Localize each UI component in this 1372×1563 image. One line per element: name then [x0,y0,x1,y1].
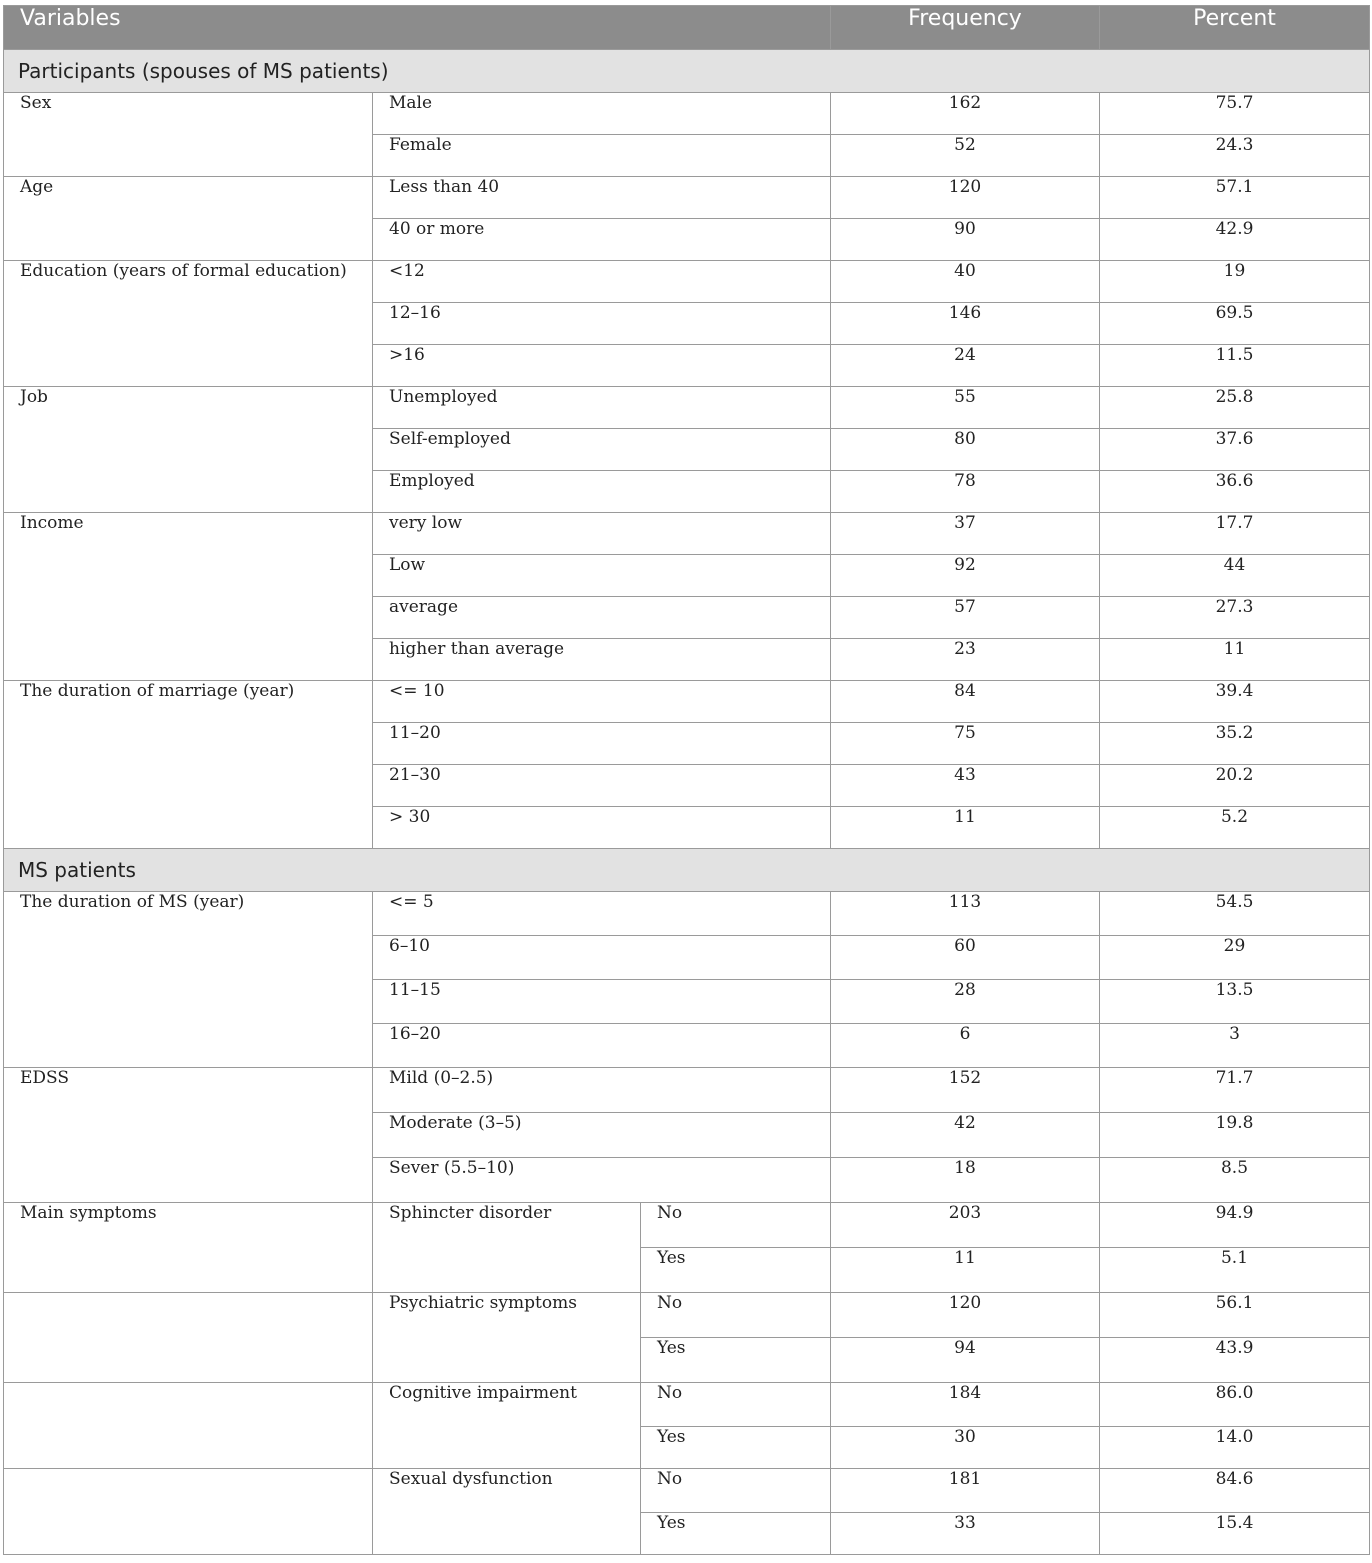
level-cell: Employed [373,471,831,513]
header-row [4,6,1370,50]
percent-cell: 56.1 [1100,1293,1370,1338]
level-cell: Self-employed [373,429,831,471]
frequency-cell: 40 [831,261,1100,303]
percent-cell: 17.7 [1100,513,1370,555]
frequency-cell: 6 [831,1024,1100,1068]
table-row [4,892,1370,936]
variable-cell: EDSS [4,1068,373,1203]
percent-cell: 75.7 [1100,93,1370,135]
variable-cell: Job [4,387,373,513]
level-cell: Male [373,93,831,135]
frequency-cell: 146 [831,303,1100,345]
percent-cell: 37.6 [1100,429,1370,471]
percent-cell: 69.5 [1100,303,1370,345]
variable-cell: Age [4,177,373,261]
answer-cell: No [641,1293,831,1338]
frequency-cell: 30 [831,1427,1100,1469]
frequency-cell: 57 [831,597,1100,639]
frequency-cell: 120 [831,1293,1100,1338]
demographics-table [3,5,1370,1555]
table-row [4,681,1370,723]
level-cell: Unemployed [373,387,831,429]
frequency-cell: 162 [831,93,1100,135]
percent-cell: 29 [1100,936,1370,980]
frequency-cell: 92 [831,555,1100,597]
level-cell: average [373,597,831,639]
level-cell: 40 or more [373,219,831,261]
table-row [4,261,1370,303]
percent-cell: 94.9 [1100,1203,1370,1248]
percent-cell: 11 [1100,639,1370,681]
percent-cell: 43.9 [1100,1338,1370,1383]
answer-cell: Yes [641,1427,831,1469]
percent-cell: 3 [1100,1024,1370,1068]
percent-cell: 14.0 [1100,1427,1370,1469]
variable-cell: Education (years of formal education) [4,261,373,387]
section-title: Participants (spouses of MS patients) [4,50,1370,93]
percent-cell: 44 [1100,555,1370,597]
frequency-cell: 84 [831,681,1100,723]
header-variables: Variables [4,6,831,50]
level-cell: > 30 [373,807,831,849]
level-cell: Less than 40 [373,177,831,219]
level-cell: <= 5 [373,892,831,936]
percent-cell: 13.5 [1100,980,1370,1024]
frequency-cell: 60 [831,936,1100,980]
level-cell: Sever (5.5–10) [373,1158,831,1203]
level-cell: 16–20 [373,1024,831,1068]
level-cell: 12–16 [373,303,831,345]
percent-cell: 25.8 [1100,387,1370,429]
frequency-cell: 11 [831,1248,1100,1293]
section-row-ms-patients [4,849,1370,892]
table-header [4,6,1370,50]
percent-cell: 84.6 [1100,1469,1370,1513]
frequency-cell: 184 [831,1383,1100,1427]
percent-cell: 11.5 [1100,345,1370,387]
frequency-cell: 113 [831,892,1100,936]
table-row [4,1469,1370,1513]
level-cell: higher than average [373,639,831,681]
section-title: MS patients [4,849,1370,892]
frequency-cell: 55 [831,387,1100,429]
level-cell: Low [373,555,831,597]
frequency-cell: 23 [831,639,1100,681]
level-cell: 21–30 [373,765,831,807]
answer-cell: Yes [641,1513,831,1555]
table-row [4,513,1370,555]
symptom-cell: Sexual dysfunction [373,1469,641,1555]
table-row [4,1383,1370,1427]
table-row [4,387,1370,429]
frequency-cell: 181 [831,1469,1100,1513]
header-frequency: Frequency [831,6,1100,50]
percent-cell: 5.1 [1100,1248,1370,1293]
variable-cell: Sex [4,93,373,177]
frequency-cell: 24 [831,345,1100,387]
percent-cell: 39.4 [1100,681,1370,723]
percent-cell: 5.2 [1100,807,1370,849]
table-row [4,177,1370,219]
frequency-cell: 42 [831,1113,1100,1158]
level-cell: very low [373,513,831,555]
percent-cell: 27.3 [1100,597,1370,639]
percent-cell: 86.0 [1100,1383,1370,1427]
frequency-cell: 94 [831,1338,1100,1383]
table-row [4,1203,1370,1248]
variable-cell: Main symptoms [4,1203,373,1293]
percent-cell: 8.5 [1100,1158,1370,1203]
frequency-cell: 78 [831,471,1100,513]
variable-cell: The duration of marriage (year) [4,681,373,849]
variable-cell: The duration of MS (year) [4,892,373,1068]
percent-cell: 57.1 [1100,177,1370,219]
table-row [4,1068,1370,1113]
level-cell: 11–20 [373,723,831,765]
table-body [4,50,1370,1555]
level-cell: <12 [373,261,831,303]
answer-cell: No [641,1469,831,1513]
table-row [4,1293,1370,1338]
frequency-cell: 37 [831,513,1100,555]
level-cell: Mild (0–2.5) [373,1068,831,1113]
level-cell: Moderate (3–5) [373,1113,831,1158]
frequency-cell: 90 [831,219,1100,261]
section-row-participants [4,50,1370,93]
percent-cell: 54.5 [1100,892,1370,936]
percent-cell: 19.8 [1100,1113,1370,1158]
frequency-cell: 11 [831,807,1100,849]
empty-variable-cell [4,1383,373,1469]
percent-cell: 15.4 [1100,1513,1370,1555]
answer-cell: No [641,1383,831,1427]
percent-cell: 71.7 [1100,1068,1370,1113]
symptom-cell: Sphincter disorder [373,1203,641,1293]
percent-cell: 20.2 [1100,765,1370,807]
header-percent: Percent [1100,6,1370,50]
frequency-cell: 33 [831,1513,1100,1555]
level-cell: >16 [373,345,831,387]
frequency-cell: 28 [831,980,1100,1024]
frequency-cell: 43 [831,765,1100,807]
frequency-cell: 203 [831,1203,1100,1248]
percent-cell: 19 [1100,261,1370,303]
empty-variable-cell [4,1469,373,1555]
percent-cell: 36.6 [1100,471,1370,513]
frequency-cell: 120 [831,177,1100,219]
empty-variable-cell [4,1293,373,1383]
level-cell: 6–10 [373,936,831,980]
percent-cell: 35.2 [1100,723,1370,765]
frequency-cell: 52 [831,135,1100,177]
percent-cell: 24.3 [1100,135,1370,177]
level-cell: 11–15 [373,980,831,1024]
level-cell: <= 10 [373,681,831,723]
symptom-cell: Psychiatric symptoms [373,1293,641,1383]
symptom-cell: Cognitive impairment [373,1383,641,1469]
variable-cell: Income [4,513,373,681]
level-cell: Female [373,135,831,177]
frequency-cell: 152 [831,1068,1100,1113]
answer-cell: Yes [641,1248,831,1293]
frequency-cell: 75 [831,723,1100,765]
answer-cell: No [641,1203,831,1248]
table-row [4,93,1370,135]
frequency-cell: 18 [831,1158,1100,1203]
answer-cell: Yes [641,1338,831,1383]
frequency-cell: 80 [831,429,1100,471]
percent-cell: 42.9 [1100,219,1370,261]
